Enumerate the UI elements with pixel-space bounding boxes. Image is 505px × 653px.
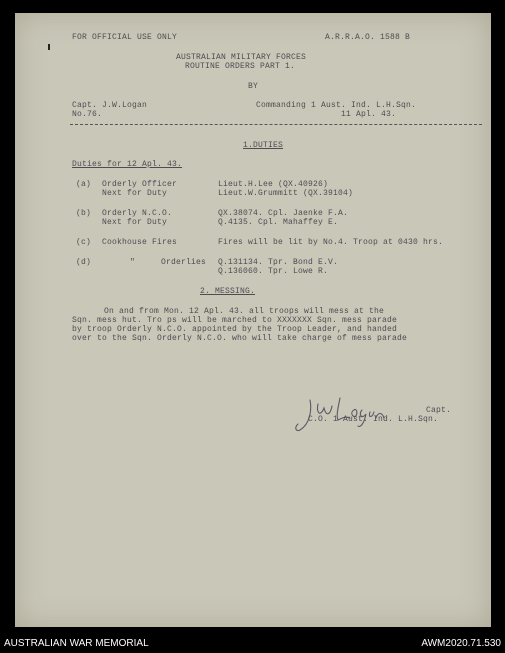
reference-number: A.R.R.A.O. 1588 B bbox=[325, 33, 411, 42]
messing-heading: 2. MESSING. bbox=[200, 287, 256, 296]
item-a-role2: Next for Duty bbox=[102, 189, 168, 198]
item-b-label: (b) bbox=[76, 209, 92, 218]
item-c-label: (c) bbox=[76, 238, 92, 247]
footer-archive-name: AUSTRALIAN WAR MEMORIAL bbox=[4, 638, 149, 649]
item-d-name1: Q.131134. Tpr. Bond E.V. bbox=[218, 258, 339, 267]
item-d-role: Orderlies bbox=[161, 258, 207, 267]
item-a-role1: Orderly Officer bbox=[102, 180, 178, 189]
item-d-label: (d) bbox=[76, 258, 92, 267]
footer-catalog-number: AWM2020.71.530 bbox=[421, 638, 501, 649]
ink-mark bbox=[48, 44, 50, 50]
order-number: No.76. bbox=[72, 110, 103, 119]
item-a-label: (a) bbox=[76, 180, 92, 189]
officer-name: Capt. J.W.Logan bbox=[72, 101, 148, 110]
item-c-role: Cookhouse Fires bbox=[102, 238, 178, 247]
document-title: ROUTINE ORDERS PART 1. bbox=[185, 62, 296, 71]
item-a-name2: Lieut.W.Grummitt (QX.39104) bbox=[218, 189, 354, 198]
messing-line-3: by troop Orderly N.C.O. appointed by the Troop Leader, and handed bbox=[72, 325, 398, 334]
item-b-role1: Orderly N.C.O. bbox=[102, 209, 173, 218]
item-b-name1: QX.38074. Cpl. Jaenke F.A. bbox=[218, 209, 349, 218]
messing-line-4: over to the Sqn. Orderly N.C.O. who will take charge of mess parade bbox=[72, 334, 408, 343]
item-c-text: Fires will be lit by No.4. Troop at 0430 hrs. bbox=[218, 238, 444, 247]
item-d-name2: Q.136060. Tpr. Lowe R. bbox=[218, 267, 329, 276]
organization-title: AUSTRALIAN MILITARY FORCES bbox=[176, 53, 307, 62]
item-d-ditto: " bbox=[130, 258, 136, 267]
classification: FOR OFFICIAL USE ONLY bbox=[72, 33, 178, 42]
header-divider bbox=[70, 124, 482, 125]
signature-rank: Capt. bbox=[426, 406, 452, 415]
command-line: Commanding 1 Aust. Ind. L.H.Sqn. bbox=[256, 101, 417, 110]
by-label: BY bbox=[248, 82, 259, 91]
signature-unit: C.O. 1 Aust. Ind. L.H.Sqn. bbox=[308, 415, 439, 424]
order-date: 11 Apl. 43. bbox=[341, 110, 397, 119]
messing-line-2: Sqn. mess hut. Tro ps will be marched to XXXXXXX Sqn. mess parade bbox=[72, 316, 398, 325]
item-a-name1: Lieut.H.Lee (QX.40926) bbox=[218, 180, 329, 189]
item-b-role2: Next for Duty bbox=[102, 218, 168, 227]
messing-line-1: On and from Mon. 12 Apl. 43. all troops will mess at the bbox=[104, 307, 385, 316]
duties-subheading: Duties for 12 Apl. 43. bbox=[72, 160, 183, 169]
item-b-name2: Q.4135. Cpl. Mahaffey E. bbox=[218, 218, 339, 227]
duties-heading: 1.DUTIES bbox=[243, 141, 284, 150]
